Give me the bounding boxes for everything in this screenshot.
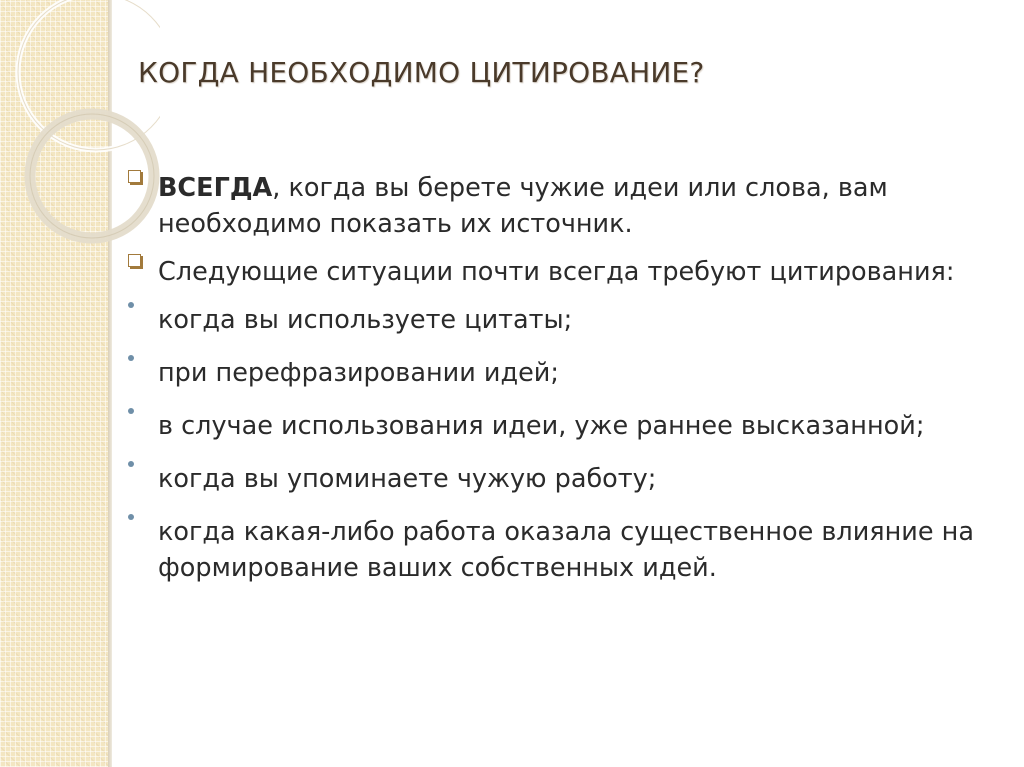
checkbox-bullet-icon: [128, 254, 141, 267]
list-item-text: , когда вы берете чужие идеи или слова, вам необходимо показать их источник.: [158, 173, 888, 239]
bullet-dot-icon: [128, 461, 134, 467]
checkbox-bullet-icon: [128, 170, 141, 183]
slide-content: [128, 170, 1008, 586]
list-item-text: когда вы упоминаете чужую работу;: [158, 464, 657, 494]
list-item-bullet: [128, 461, 1008, 497]
bullet-dot-icon: [128, 514, 134, 520]
emphasis-text: ВСЕГДА: [158, 173, 273, 203]
list-item-bullet: [128, 408, 1008, 444]
bullet-dot-icon: [128, 355, 134, 361]
bullet-dot-icon: [128, 302, 134, 308]
list-item-text: когда какая-либо работа оказала существенное влияние на формирование ваших собственных идей.: [158, 517, 974, 583]
list-item-bullet: [128, 514, 1008, 586]
list-item-text: когда вы используете цитаты;: [158, 305, 573, 335]
list-item-text: Следующие ситуации почти всегда требуют цитирования:: [158, 257, 955, 287]
list-item-text: при перефразировании идей;: [158, 358, 559, 388]
bullet-dot-icon: [128, 408, 134, 414]
list-item-bullet: [128, 355, 1008, 391]
list-item-checkbox: [128, 170, 1008, 242]
list-item-bullet: [128, 302, 1008, 338]
slide-title: КОГДА НЕОБХОДИМО ЦИТИРОВАНИЕ?: [138, 56, 705, 89]
list-item-text: в случае использования идеи, уже раннее высказанной;: [158, 411, 925, 441]
list-item-checkbox: [128, 254, 1008, 290]
